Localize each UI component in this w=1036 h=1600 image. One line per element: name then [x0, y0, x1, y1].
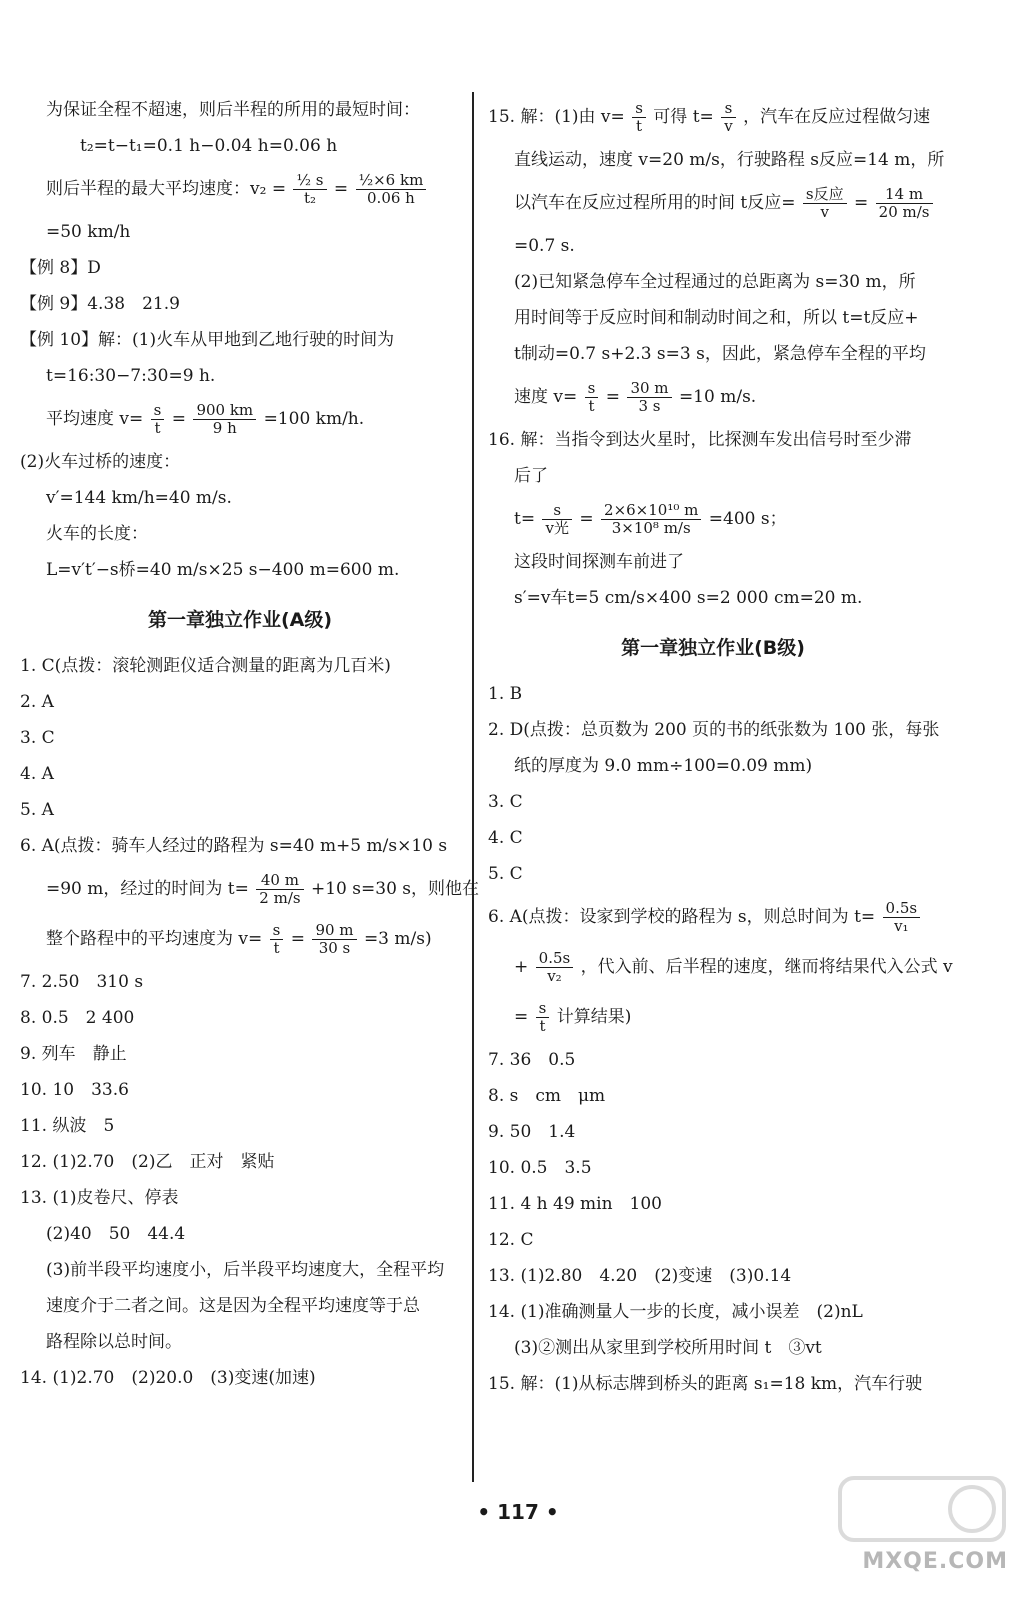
fraction [585, 380, 599, 416]
text-line: (3)②测出从家里到学校所用时间 t ③vt [514, 1338, 822, 1358]
text-line: 8. 0.5 2 400 [20, 1008, 135, 1028]
numerator: s [721, 100, 735, 118]
denominator: t [539, 1017, 546, 1035]
text-line: 3. C [20, 728, 55, 748]
formula-line [488, 178, 938, 228]
fraction [542, 502, 571, 538]
text-span: ，代入前、后半程的速度，继而将结果代入公式 v [580, 957, 953, 977]
numerator: 40 m [256, 872, 303, 890]
text-span: 计算结果) [556, 1007, 632, 1027]
fraction [356, 172, 427, 208]
text-line: 直线运动，速度 v=20 m/s，行驶路程 s反应=14 m，所 [514, 150, 945, 170]
denominator: t [273, 939, 280, 957]
text-line: s′=v车t=5 cm/s×400 s=2 000 cm=20 m. [514, 588, 863, 608]
text-line: t₂=t−t₁=0.1 h−0.04 h=0.06 h [80, 136, 338, 156]
numerator: s [585, 380, 599, 398]
numerator: s反应 [803, 186, 847, 204]
denominator: 3 s [638, 397, 661, 415]
page-number: • 117 • [477, 1500, 559, 1524]
fraction [883, 900, 921, 936]
text-line: 10. 0.5 3.5 [488, 1158, 592, 1178]
numerator: s [270, 922, 284, 940]
section-heading: 第一章独立作业(B级) [621, 637, 805, 659]
text-span: 6. A(点拨：设家到学校的路程为 s，则总时间为 t= [488, 907, 876, 927]
formula-line [488, 494, 938, 544]
text-line: (3)前半段平均速度小，后半段平均速度大，全程平均 [46, 1260, 445, 1280]
text-line: 【例 10】解：(1)火车从甲地到乙地行驶的时间为 [20, 330, 395, 350]
text-line: 15. 解：(1)从标志牌到桥头的距离 s₁=18 km，汽车行驶 [488, 1374, 923, 1394]
text-span: =3 m/s) [363, 929, 432, 949]
numerator: ½×6 km [356, 172, 427, 190]
numerator: s [151, 402, 165, 420]
text-line: 1. B [488, 684, 523, 704]
text-line: t制动=0.7 s+2.3 s=3 s，因此，紧急停车全程的平均 [514, 344, 926, 364]
text-line: 4. C [488, 828, 523, 848]
numerator: s [536, 1000, 550, 1018]
fraction [627, 380, 671, 416]
text-line: 后了 [514, 466, 548, 486]
text-line: 【例 8】D [20, 258, 101, 278]
numerator: 900 km [193, 402, 256, 420]
text-span: =400 s； [708, 509, 787, 529]
text-line: 7. 36 0.5 [488, 1050, 576, 1070]
text-span: 15. 解：(1)由 v= [488, 107, 625, 127]
text-span: = [605, 387, 621, 407]
numerator: 0.5s [883, 900, 921, 918]
numerator: 90 m [312, 922, 356, 940]
formula-line [488, 942, 953, 992]
text-line: 12. C [488, 1230, 534, 1250]
text-line: 9. 列车 静止 [20, 1044, 127, 1064]
text-line: 路程除以总时间。 [46, 1332, 182, 1352]
text-line: (2)40 50 44.4 [46, 1224, 186, 1244]
denominator: 2 m/s [259, 889, 301, 907]
text-line: 13. (1)皮卷尺、停表 [20, 1188, 179, 1208]
fraction [536, 950, 574, 986]
text-line: 这段时间探测车前进了 [514, 552, 684, 572]
text-line: 5. C [488, 864, 523, 884]
text-span: ，汽车在反应过程做匀速 [743, 107, 931, 127]
formula-line [20, 914, 460, 964]
fraction [293, 172, 326, 208]
text-line: (2)已知紧急停车全过程通过的总距离为 s=30 m，所 [514, 272, 916, 292]
numerator: 2×6×10¹⁰ m [601, 502, 701, 520]
text-line: 3. C [488, 792, 523, 812]
text-span: 平均速度 v= [46, 409, 144, 429]
fraction [256, 872, 303, 908]
denominator: t [636, 117, 643, 135]
text-span: = [333, 179, 349, 199]
denominator: 9 h [212, 419, 237, 437]
text-line: 10. 10 33.6 [20, 1080, 129, 1100]
text-line: 11. 纵波 5 [20, 1116, 115, 1136]
text-line: 4. A [20, 764, 54, 784]
denominator: v₂ [547, 967, 562, 985]
text-line: 2. A [20, 692, 54, 712]
fraction [632, 100, 646, 136]
text-line: 11. 4 h 49 min 100 [488, 1194, 663, 1214]
formula-line [488, 92, 938, 142]
text-line: 16. 解：当指令到达火星时，比探测车发出信号时至少滞 [488, 430, 912, 450]
column-divider [472, 92, 474, 1482]
formula-line [488, 892, 938, 942]
fraction [193, 402, 256, 438]
denominator: 20 m/s [878, 203, 930, 221]
text-line: 为保证全程不超速，则后半程的所用的最短时间： [46, 100, 420, 120]
denominator: v [724, 117, 733, 135]
fraction [151, 402, 165, 438]
formula-line [20, 864, 480, 914]
formula-line [20, 164, 460, 214]
text-line: 【例 9】4.38 21.9 [20, 294, 180, 314]
text-line: 1. C(点拨：滚轮测距仪适合测量的距离为几百米) [20, 656, 391, 676]
text-span: 则后半程的最大平均速度：v₂ = [46, 179, 287, 199]
watermark-text: MXQE.COM [862, 1549, 1008, 1574]
text-span: = [171, 409, 187, 429]
formula-line [20, 394, 460, 444]
text-span: 可得 t= [653, 107, 714, 127]
text-span: 以汽车在反应过程所用的时间 t反应= [514, 193, 796, 213]
denominator: v [820, 203, 829, 221]
text-line: (2)火车过桥的速度： [20, 452, 181, 472]
text-line: 12. (1)2.70 (2)乙 正对 紧贴 [20, 1152, 275, 1172]
numerator: ½ s [293, 172, 326, 190]
text-span: =90 m，经过的时间为 t= [46, 879, 249, 899]
denominator: 30 s [318, 939, 351, 957]
numerator: s [542, 502, 571, 520]
denominator: 3×10⁸ m/s [611, 519, 691, 537]
text-line: L=v′t′−s桥=40 m/s×25 s−400 m=600 m. [46, 560, 400, 580]
text-line: 8. s cm μm [488, 1086, 606, 1106]
fraction [312, 922, 356, 958]
text-line: 14. (1)2.70 (2)20.0 (3)变速(加速) [20, 1368, 316, 1388]
formula-line [488, 372, 938, 422]
text-span: = [579, 509, 594, 529]
text-line: 纸的厚度为 9.0 mm÷100=0.09 mm) [514, 756, 813, 776]
fraction [876, 186, 933, 222]
denominator: 0.06 h [367, 189, 415, 207]
text-span: = [290, 929, 306, 949]
text-line: 2. D(点拨：总页数为 200 页的书的纸张数为 100 张，每张 [488, 720, 940, 740]
text-line: =50 km/h [46, 222, 131, 242]
text-span: +10 s=30 s，则他在 [311, 879, 480, 899]
text-line: v′=144 km/h=40 m/s. [46, 488, 232, 508]
fraction [270, 922, 284, 958]
text-line: 5. A [20, 800, 54, 820]
denominator: t [588, 397, 595, 415]
text-line: 速度介于二者之间。这是因为全程平均速度等于总 [46, 1296, 420, 1316]
denominator: t [154, 419, 161, 437]
right-column [488, 92, 953, 1402]
fraction [601, 502, 701, 538]
left-column [20, 92, 480, 1396]
text-line: t=16:30−7:30=9 h. [46, 366, 216, 386]
text-line: 用时间等于反应时间和制动时间之和，所以 t=t反应+ [514, 308, 919, 328]
numerator: s [632, 100, 646, 118]
formula-line [488, 992, 938, 1042]
text-span: t= [514, 509, 536, 529]
text-line: 13. (1)2.80 4.20 (2)变速 (3)0.14 [488, 1266, 792, 1286]
fraction [803, 186, 847, 222]
text-line: =0.7 s. [514, 236, 575, 256]
text-span: + [514, 957, 529, 977]
numerator: 14 m [876, 186, 933, 204]
text-line: 14. (1)准确测量人一步的长度，减小误差 (2)nL [488, 1302, 863, 1322]
text-line: 9. 50 1.4 [488, 1122, 576, 1142]
text-line: 6. A(点拨：骑车人经过的路程为 s=40 m+5 m/s×10 s [20, 836, 448, 856]
text-span: 整个路程中的平均速度为 v= [46, 929, 263, 949]
text-span: = [854, 193, 869, 213]
denominator: v光 [545, 519, 569, 537]
text-line: 火车的长度： [46, 524, 148, 544]
text-line: 7. 2.50 310 s [20, 972, 144, 992]
text-span: =10 m/s. [678, 387, 757, 407]
text-span: =100 km/h. [263, 409, 365, 429]
fraction [721, 100, 735, 136]
numerator: 0.5s [536, 950, 574, 968]
section-heading: 第一章独立作业(A级) [147, 609, 333, 631]
denominator: v₁ [894, 917, 909, 935]
numerator: 30 m [627, 380, 671, 398]
fraction [536, 1000, 550, 1036]
text-span: = [514, 1007, 529, 1027]
text-span: 速度 v= [514, 387, 578, 407]
denominator: t₂ [303, 189, 317, 207]
